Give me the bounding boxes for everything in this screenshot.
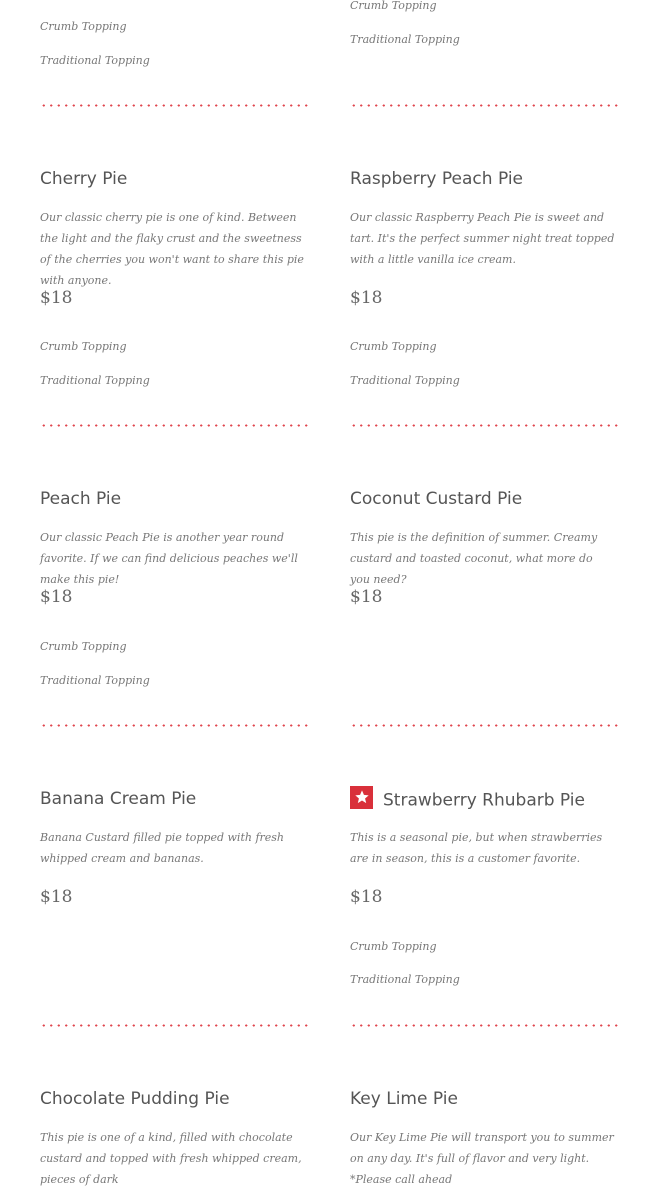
pie-title[interactable]: Chocolate Pudding Pie <box>40 1089 230 1109</box>
pie-title-row <box>350 789 585 812</box>
pie-price: $18 <box>40 288 73 308</box>
star-badge-icon <box>350 786 373 809</box>
pie-description: Our classic cherry pie is one of kind. Between the light and the flaky crust and the sweetness of the cherries you won't want to share this pie with anyone. <box>40 211 304 287</box>
pie-title[interactable]: Coconut Custard Pie <box>350 489 523 509</box>
topping-option[interactable]: Traditional Topping <box>350 33 460 46</box>
pie-description: This is a seasonal pie, but when strawberries are in season, this is a customer favorite. <box>350 831 603 865</box>
dotted-divider <box>350 724 620 727</box>
dotted-divider <box>40 724 310 727</box>
dotted-divider <box>40 104 310 107</box>
dotted-divider <box>350 104 620 107</box>
dotted-divider <box>350 1024 620 1027</box>
pie-title[interactable]: Peach Pie <box>40 489 122 509</box>
topping-option[interactable]: Traditional Topping <box>40 674 150 687</box>
pie-price: $18 <box>40 587 73 607</box>
topping-option[interactable]: Crumb Topping <box>350 0 437 12</box>
dotted-divider <box>350 424 620 427</box>
topping-option[interactable]: Traditional Topping <box>350 973 460 986</box>
pie-description: This pie is one of a kind, filled with chocolate custard and topped with fresh whipped cream, pieces of dark <box>40 1131 302 1186</box>
pie-price: $18 <box>350 587 383 607</box>
pie-price: $18 <box>350 288 383 308</box>
dotted-divider <box>40 1024 310 1027</box>
topping-option[interactable]: Crumb Topping <box>40 640 127 653</box>
pie-description: This pie is the definition of summer. Creamy custard and toasted coconut, what more do you need? <box>350 531 598 586</box>
pie-description: Our classic Peach Pie is another year round favorite. If we can find delicious peaches we'll make this pie! <box>40 531 298 586</box>
topping-option[interactable]: Crumb Topping <box>350 940 437 953</box>
pie-title[interactable]: Cherry Pie <box>40 169 128 189</box>
pie-description: Our classic Raspberry Peach Pie is sweet and tart. It's the perfect summer night treat topped with a little vanilla ice cream. <box>350 211 615 266</box>
pie-title[interactable]: Banana Cream Pie <box>40 789 197 809</box>
pie-description: Our Key Lime Pie will transport you to summer on any day. It's full of flavor and very light. *Please call ahead <box>350 1131 614 1186</box>
pie-title[interactable]: Key Lime Pie <box>350 1089 458 1109</box>
pie-title[interactable]: Raspberry Peach Pie <box>350 169 524 189</box>
topping-option[interactable]: Crumb Topping <box>40 20 127 33</box>
topping-option[interactable]: Crumb Topping <box>350 340 437 353</box>
pie-description: Banana Custard filled pie topped with fresh whipped cream and bananas. <box>40 831 285 865</box>
dotted-divider <box>40 424 310 427</box>
pie-price: $18 <box>40 887 73 907</box>
topping-option[interactable]: Crumb Topping <box>40 340 127 353</box>
pie-price: $18 <box>350 887 383 907</box>
topping-option[interactable]: Traditional Topping <box>40 54 150 67</box>
topping-option[interactable]: Traditional Topping <box>40 374 150 387</box>
topping-option[interactable]: Traditional Topping <box>350 374 460 387</box>
pie-title[interactable]: Strawberry Rhubarb Pie <box>383 790 585 811</box>
